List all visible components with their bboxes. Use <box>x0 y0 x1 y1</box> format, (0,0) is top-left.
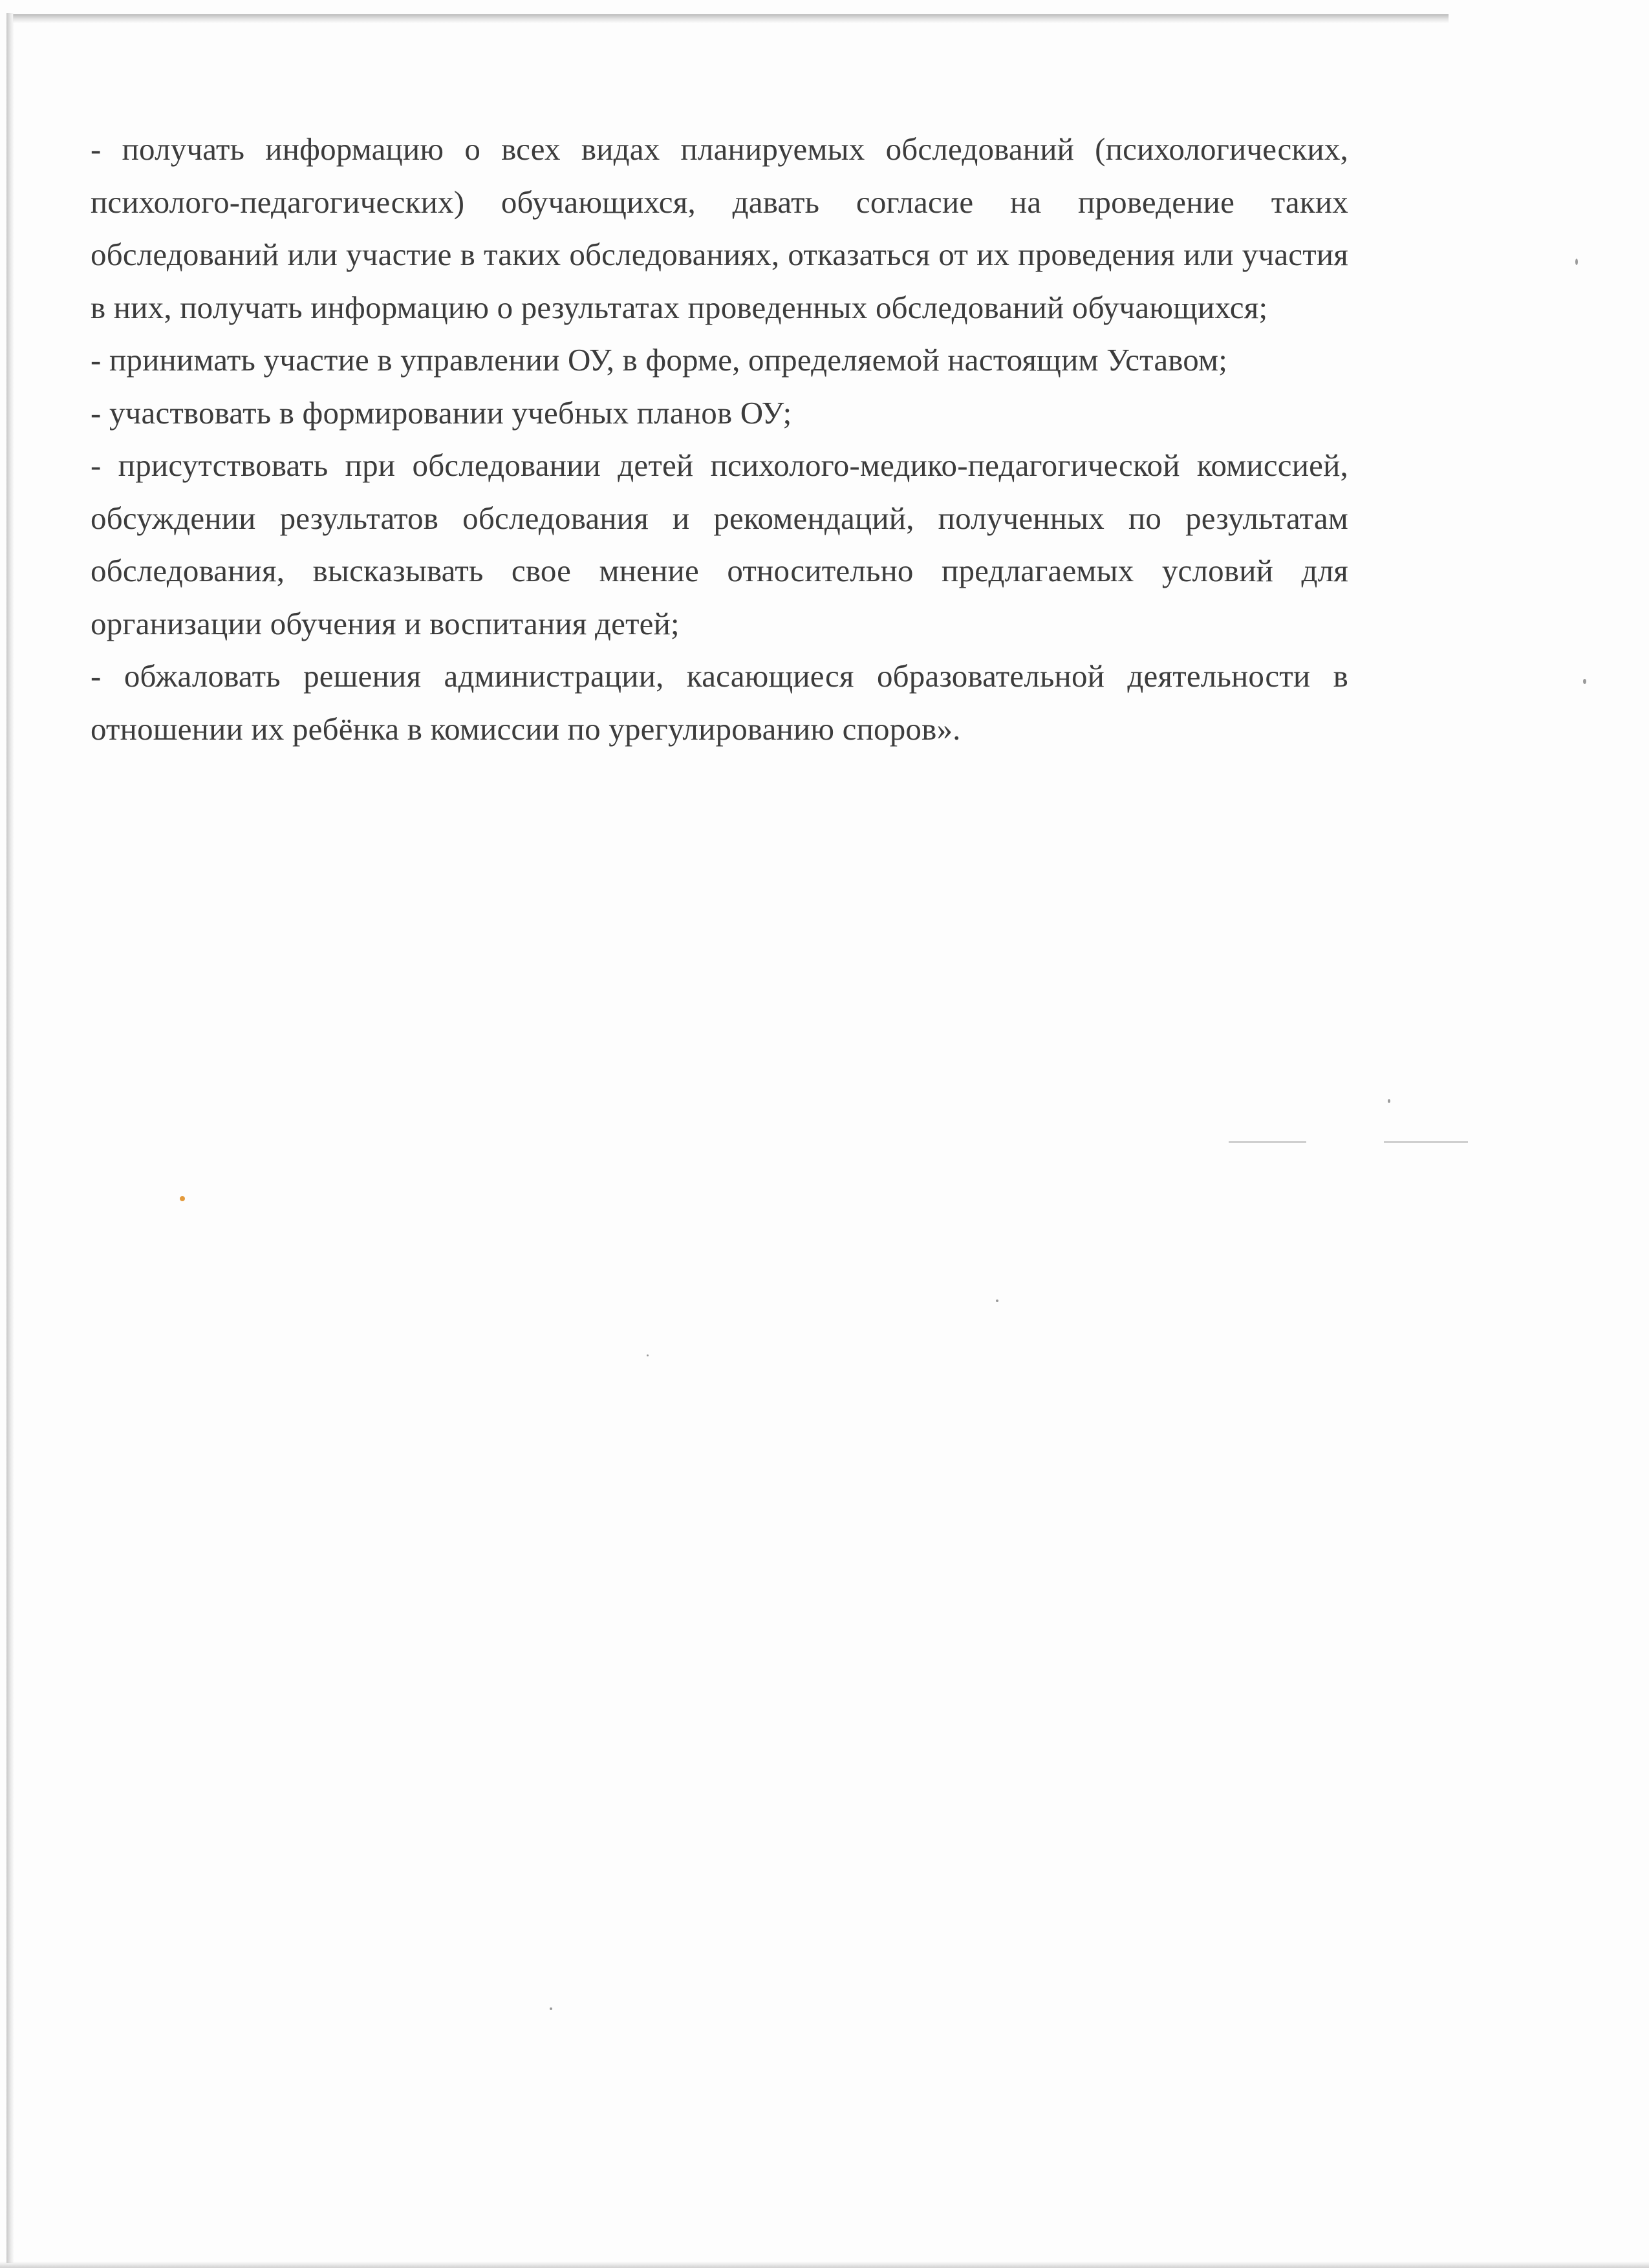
scan-top-edge-shadow <box>13 14 1449 23</box>
scan-speck <box>996 1300 998 1302</box>
scan-dash-mark <box>1384 1141 1468 1143</box>
paragraph-management-participation: - принимать участие в управлении ОУ, в форме, определяемой настоящим Уставом; <box>91 342 1228 378</box>
scan-speck <box>1583 679 1586 684</box>
scan-bottom-edge-shadow <box>0 2262 1649 2268</box>
paragraph-commission-presence: - присутствовать при обследовании детей психолого-медико-педагогической комиссией, обсуждении результатов обследования и рекомендаций, полученных по результатам обследования, высказывать свое мнение относительно предлагаемых условий для организации обучения и воспитания детей; <box>91 447 1348 641</box>
paragraph-surveys-info: - получать информацию о всех видах планируемых обследований (психологических, психолого-педагогических) обучающихся, давать согласие на проведение таких обследований или участие в таких обследованиях, отказаться от их проведения или участия в них, получать информацию о результатах проведенных обследований обучающихся; <box>91 131 1348 325</box>
paragraph-curriculum-participation: - участвовать в формировании учебных планов ОУ; <box>91 394 792 431</box>
scan-left-edge-shadow <box>6 13 14 2263</box>
scan-speck <box>180 1196 185 1201</box>
scan-speck <box>1575 259 1578 265</box>
scan-speck <box>647 1354 649 1356</box>
document-body-text <box>91 123 1348 755</box>
scan-speck <box>1388 1099 1390 1103</box>
paragraph-appeal-decisions: - обжаловать решения администрации, касающиеся образовательной деятельности в отношении их ребёнка в комиссии по урегулированию споров». <box>91 658 1348 747</box>
scan-speck <box>550 2007 552 2010</box>
scan-dash-mark <box>1229 1141 1306 1143</box>
